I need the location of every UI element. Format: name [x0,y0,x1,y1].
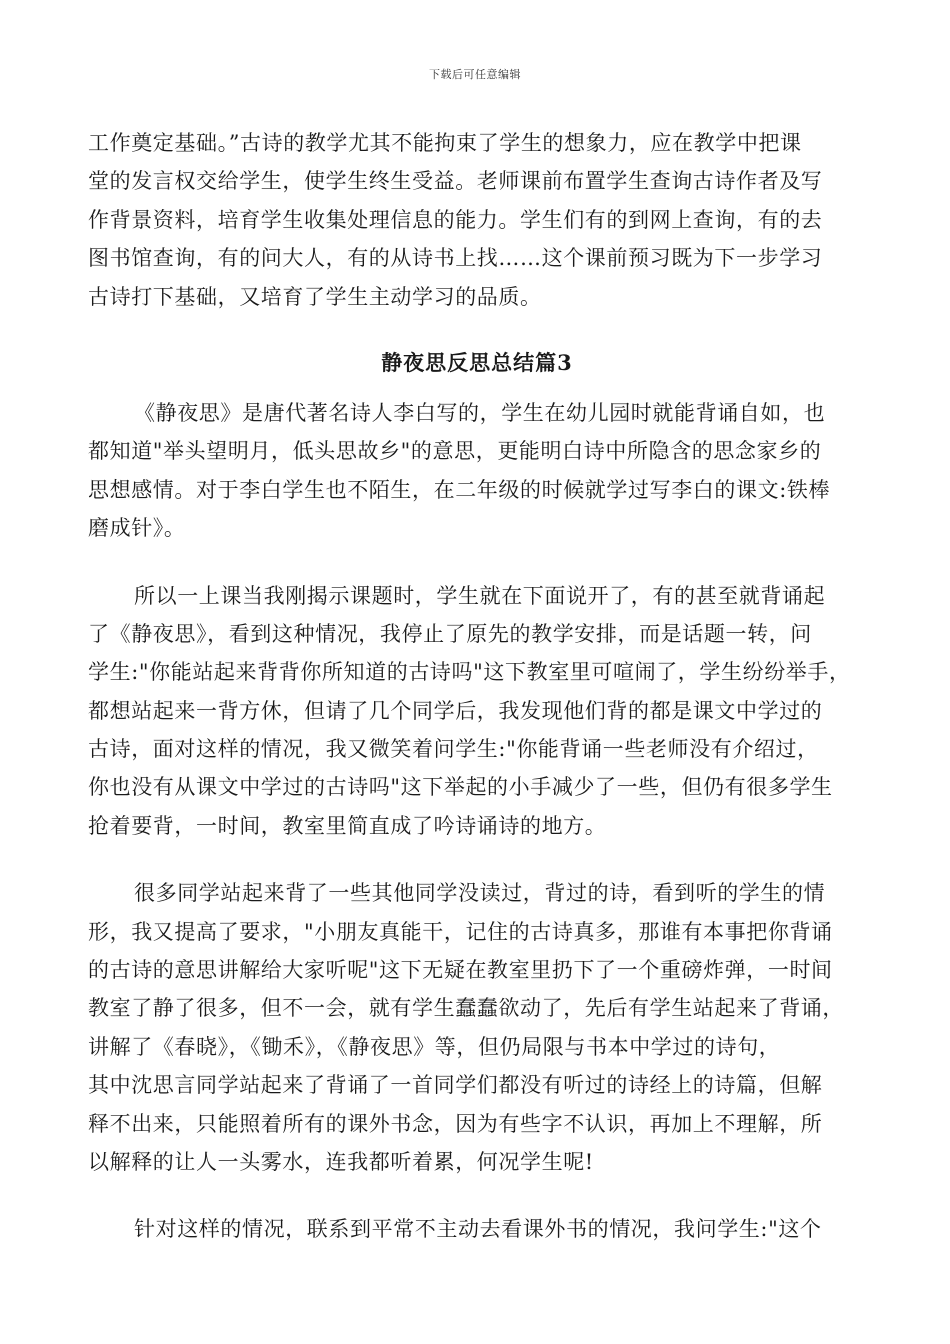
text-line: 抢着要背，一时间，教室里简直成了吟诗诵诗的地方。 [88,813,607,838]
text-line: 了《静夜思》，看到这种情况，我停止了原先的教学安排，而是话题一转，问 [88,621,812,646]
text-line: 释不出来，只能照着所有的课外书念，因为有些字不认识，再加上不理解，所 [88,1111,823,1136]
text-line: 《静夜思》是唐代著名诗人李白写的，学生在幼儿园时就能背诵自如，也 [134,400,826,425]
text-line: 思想感情。对于李白学生也不陌生，在二年级的时候就学过写李白的课文:铁棒 [88,477,831,502]
text-line: 所以一上课当我刚揭示课题时，学生就在下面说开了，有的甚至就背诵起 [134,583,826,608]
text-line: 都想站起来一背方休，但请了几个同学后，我发现他们背的都是课文中学过的 [88,698,823,723]
text-line: 其中沈思言同学站起来了背诵了一首同学们都没有听过的诗经上的诗篇，但解 [88,1073,823,1098]
text-line: 古诗，面对这样的情况，我又微笑着问学生:"你能背诵一些老师没有介绍过， [88,737,819,762]
text-line: 磨成针》。 [88,516,186,541]
paragraph-4 [88,1210,866,1248]
text-line: 你也没有从课文中学过的古诗吗"这下举起的小手减少了一些，但仍有很多学生 [88,775,833,800]
paragraph-continuation [88,124,866,316]
text-line: 作背景资料，培育学生收集处理信息的能力。学生们有的到网上查询，有的去 [88,207,823,232]
page-header: 下载后可任意编辑 [429,68,521,81]
text-line: 教室了静了很多，但不一会，就有学生蠢蠢欲动了，先后有学生站起来了背诵， [88,996,844,1021]
text-line: 讲解了《春晓》，《锄禾》，《静夜思》等，但仍局限与书本中学过的诗句， [88,1034,781,1059]
text-line: 图书馆查询，有的问大人，有的从诗书上找……这个课前预习既为下一步学习 [88,246,823,271]
text-line: 都知道"举头望明月，低头思故乡"的意思，更能明白诗中所隐含的思念家乡的 [88,439,822,464]
document-body [88,124,866,1278]
section-title: 静夜思反思总结篇3 [381,349,573,375]
text-line: 形，我又提高了要求，"小朋友真能干，记住的古诗真多，那谁有本事把你背诵 [88,919,833,944]
paragraph-1 [88,394,866,548]
text-line: 的古诗的意思讲解给大家听呢"这下无疑在教室里扔下了一个重磅炸弹，一时间 [88,958,833,983]
text-line: 以解释的让人一头雾水，连我都听着累，何况学生呢! [88,1149,594,1174]
text-line: 针对这样的情况，联系到平常不主动去看课外书的情况，我问学生:"这个 [134,1217,822,1242]
text-line: 工作奠定基础。”古诗的教学尤其不能拘束了学生的想象力，应在教学中把课 [88,131,802,155]
text-line: 很多同学站起来背了一些其他同学没读过，背过的诗，看到听的学生的情 [134,881,826,906]
paragraph-3 [88,874,866,1181]
text-line: 古诗打下基础，又培育了学生主动学习的品质。 [88,284,542,309]
text-line: 堂的发言权交给学生，使学生终生受益。老师课前布置学生查询古诗作者及写 [88,169,823,194]
text-line: 学生:"你能站起来背背你所知道的古诗吗"这下教室里可喧闹了，学生纷纷举手， [88,660,851,685]
paragraph-2 [88,577,866,846]
